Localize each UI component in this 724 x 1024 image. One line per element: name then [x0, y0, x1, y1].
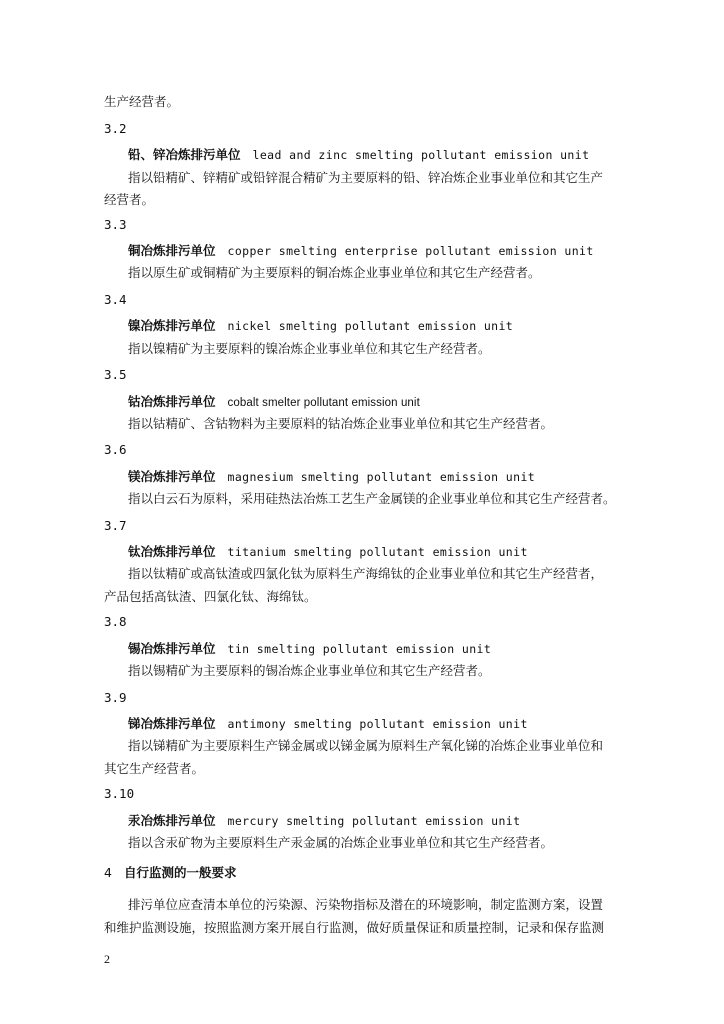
definition-3-9-line1: 指以锑精矿为主要原料生产锑金属或以锑金属为原料生产氧化锑的冶炼企业事业单位和: [128, 738, 604, 753]
term-3-2: [128, 147, 589, 163]
term-3-7-en: titanium smelting pollutant emission unit: [227, 545, 528, 559]
term-3-2-en: lead and zinc smelting pollutant emission unit: [252, 148, 590, 162]
clause-number-3-6: 3.6: [104, 442, 127, 457]
definition-3-9-line2: 其它生产经营者。: [104, 761, 205, 776]
term-3-7-zh: 钛冶炼排污单位: [128, 544, 216, 559]
term-3-6: [128, 469, 535, 485]
clause-number-3-5: 3.5: [104, 367, 127, 382]
definition-3-10: 指以含汞矿物为主要原料生产汞金属的冶炼企业事业单位和其它生产经营者。: [128, 835, 554, 850]
term-3-4-en: nickel smelting pollutant emission unit: [227, 319, 514, 333]
paragraph-4-line2: 和维护监测设施，按照监测方案开展自行监测，做好质量保证和质量控制，记录和保存监测: [104, 920, 605, 935]
section-heading-4: [104, 865, 237, 881]
term-3-5: [128, 394, 420, 411]
definition-3-3: 指以原生矿或铜精矿为主要原料的铜冶炼企业事业单位和其它生产经营者。: [128, 265, 541, 280]
term-3-10: [128, 813, 520, 829]
term-3-10-zh: 汞冶炼排污单位: [128, 813, 216, 828]
term-3-3-zh: 铜冶炼排污单位: [128, 243, 216, 258]
clause-number-3-7: 3.7: [104, 518, 127, 533]
definition-3-4: 指以镍精矿为主要原料的镍冶炼企业事业单位和其它生产经营者。: [128, 341, 491, 356]
term-3-7: [128, 544, 528, 560]
term-3-2-zh: 铅、锌冶炼排污单位: [128, 147, 241, 162]
term-3-3: [128, 243, 594, 259]
section-number: 4: [104, 865, 112, 880]
definition-3-2-line1: 指以铅精矿、锌精矿或铅锌混合精矿为主要原料的铅、锌冶炼企业事业单位和其它生产: [128, 170, 604, 185]
term-3-5-en: cobalt smelter pollutant emission unit: [227, 397, 420, 409]
clause-number-3-3: 3.3: [104, 217, 127, 232]
term-3-9-en: antimony smelting pollutant emission unit: [227, 717, 528, 731]
term-3-4: [128, 318, 513, 334]
term-3-9: [128, 716, 528, 732]
term-3-4-zh: 镍冶炼排污单位: [128, 318, 216, 333]
term-3-8-zh: 锡冶炼排污单位: [128, 641, 216, 656]
clause-number-3-9: 3.9: [104, 690, 127, 705]
term-3-8: [128, 641, 491, 657]
continuation-text: 生产经营者。: [104, 94, 180, 109]
definition-3-8: 指以锡精矿为主要原料的锡冶炼企业事业单位和其它生产经营者。: [128, 663, 491, 678]
clause-number-3-8: 3.8: [104, 614, 127, 629]
definition-3-6: 指以白云石为原料，采用硅热法冶炼工艺生产金属镁的企业事业单位和其它生产经营者。: [128, 491, 616, 506]
page-number: 2: [104, 952, 110, 966]
definition-3-7-line2: 产品包括高钛渣、四氯化钛、海绵钛。: [104, 589, 317, 604]
clause-number-3-4: 3.4: [104, 292, 127, 307]
definition-3-5: 指以钴精矿、含钴物料为主要原料的钴冶炼企业事业单位和其它生产经营者。: [128, 416, 554, 431]
term-3-5-zh: 钴冶炼排污单位: [128, 394, 216, 409]
term-3-9-zh: 锑冶炼排污单位: [128, 716, 216, 731]
definition-3-2-line2: 经营者。: [104, 192, 155, 207]
paragraph-4-line1: 排污单位应查清本单位的污染源、污染物指标及潜在的环境影响，制定监测方案，设置: [128, 897, 604, 912]
term-3-8-en: tin smelting pollutant emission unit: [227, 642, 492, 656]
term-3-10-en: mercury smelting pollutant emission unit: [227, 814, 521, 828]
term-3-6-zh: 镁冶炼排污单位: [128, 469, 216, 484]
term-3-6-en: magnesium smelting pollutant emission unit: [227, 470, 536, 484]
section-title: 自行监测的一般要求: [124, 865, 237, 880]
clause-number-3-2: 3.2: [104, 121, 127, 136]
clause-number-3-10: 3.10: [104, 786, 135, 801]
term-3-3-en: copper smelting enterprise pollutant emission unit: [227, 244, 594, 258]
definition-3-7-line1: 指以钛精矿或高钛渣或四氯化钛为原料生产海绵钛的企业事业单位和其它生产经营者，: [128, 566, 604, 581]
